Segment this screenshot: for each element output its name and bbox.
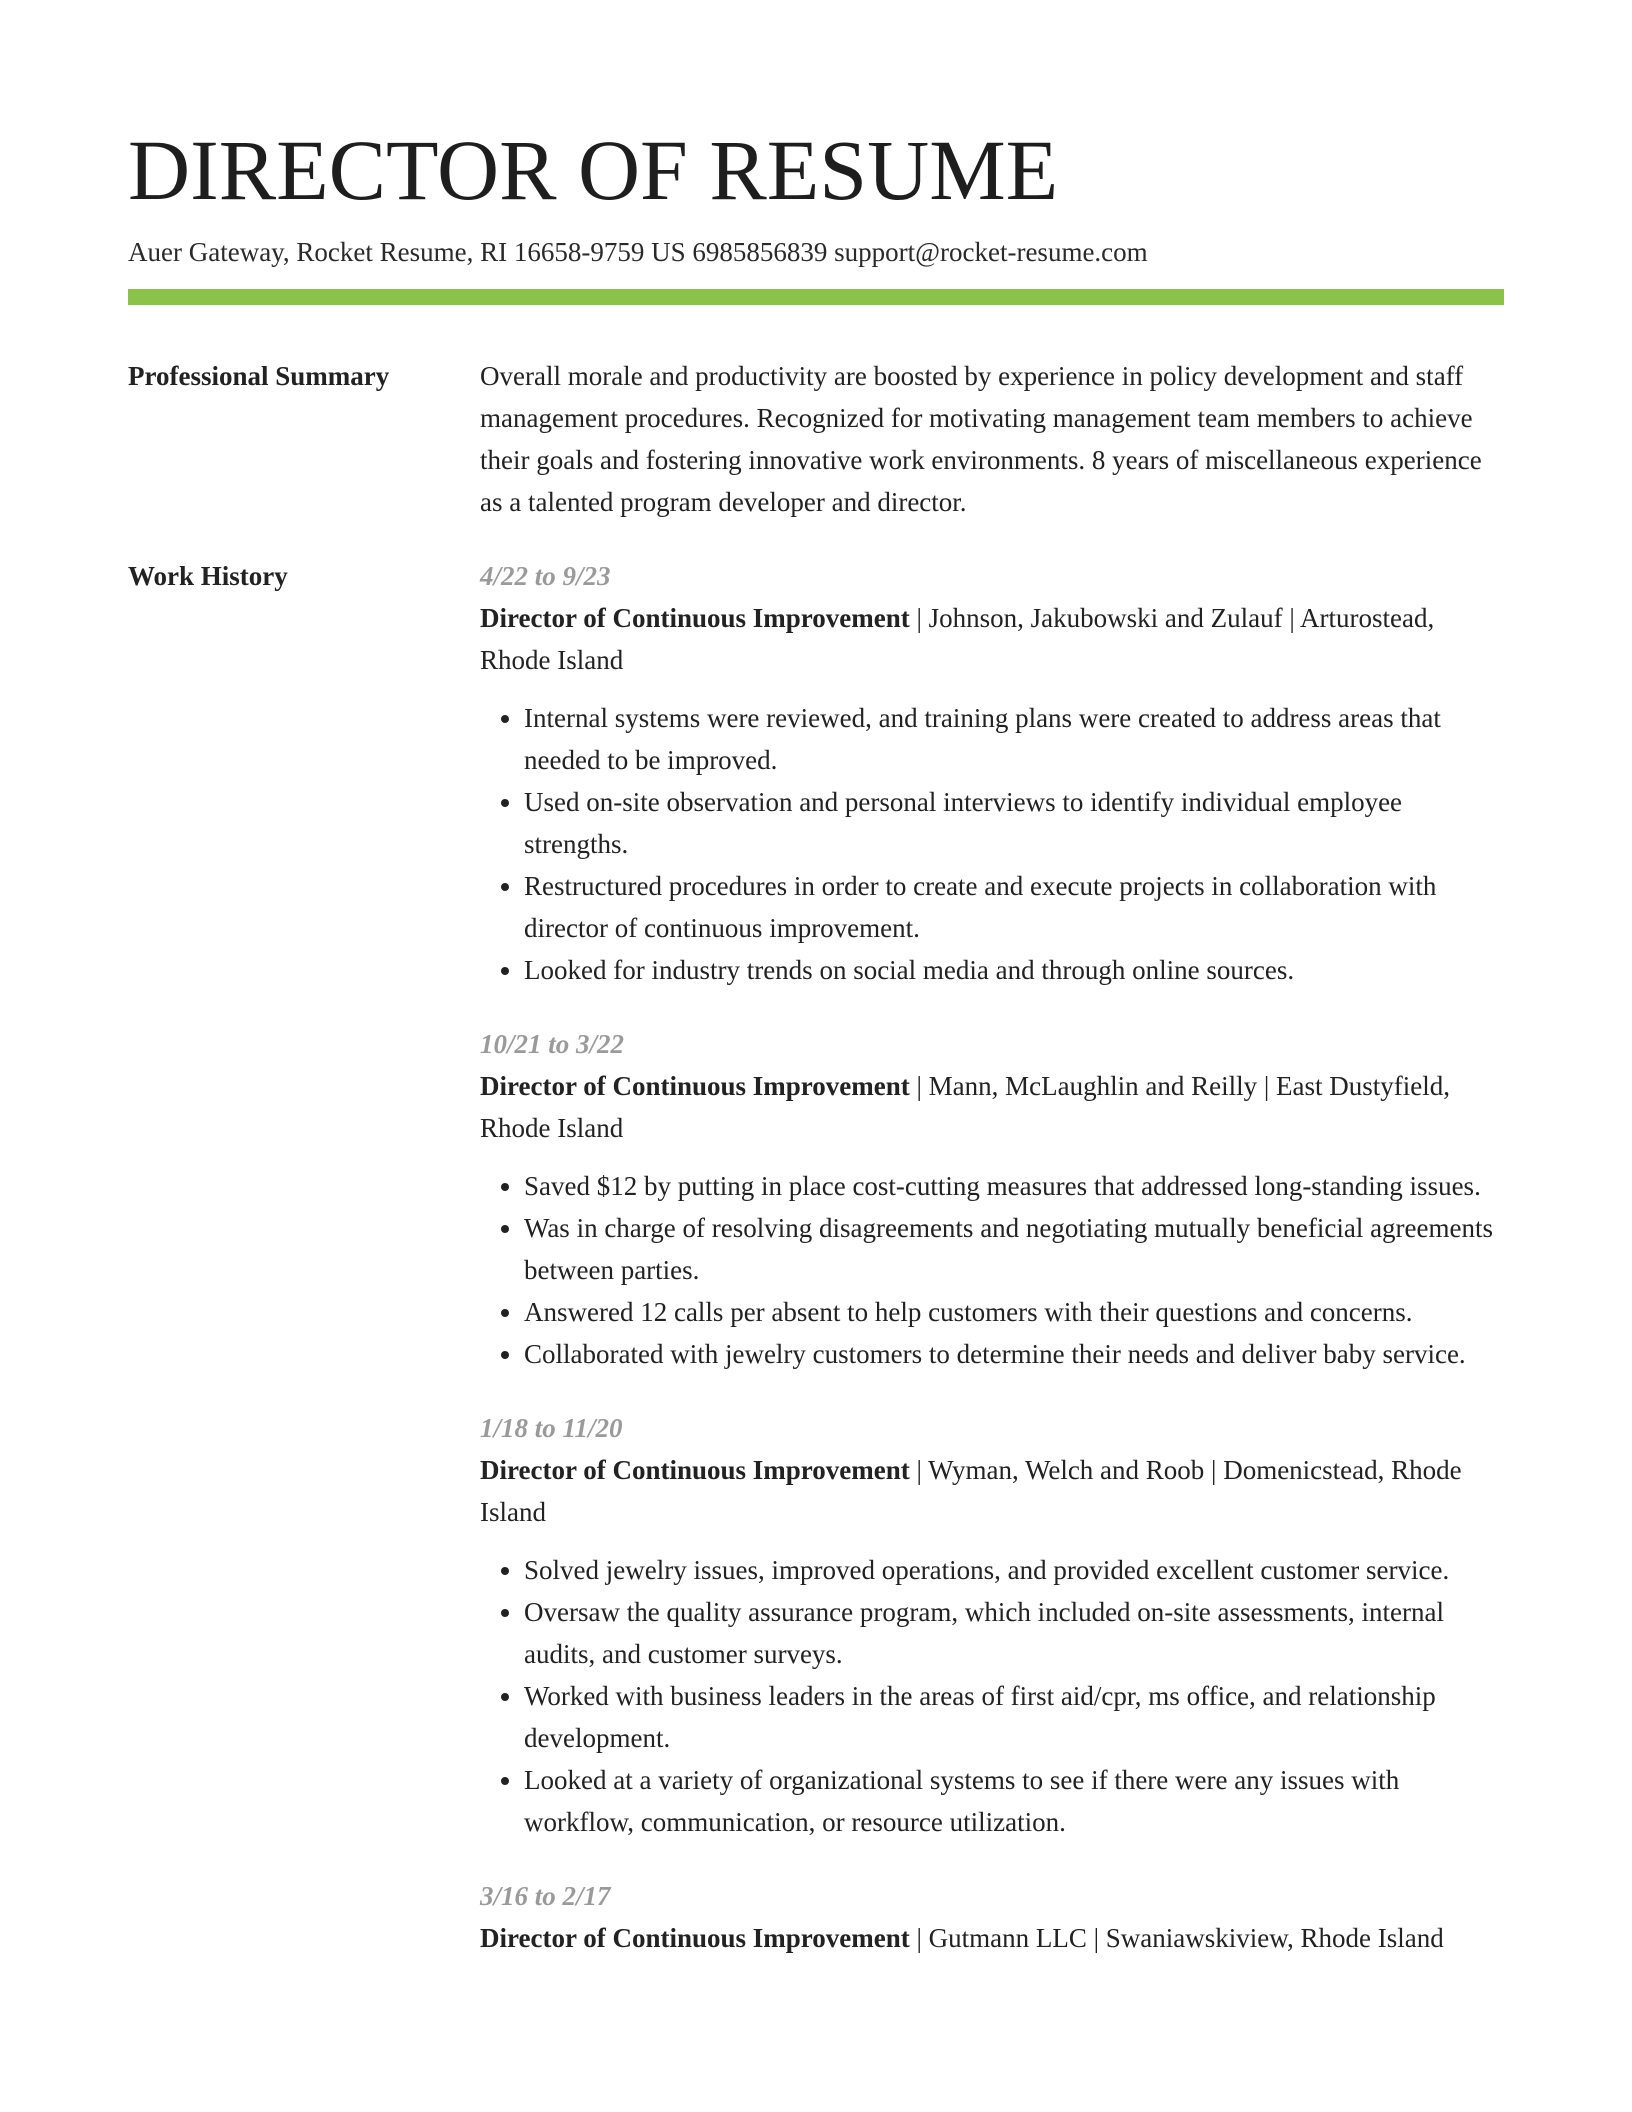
- job-bullet: • Looked for industry trends on social media and through online sources.: [524, 949, 1504, 991]
- job-heading: [480, 1449, 1504, 1533]
- job-bullets: [480, 697, 1504, 991]
- job-bullet: • Answered 12 calls per absent to help customers with their questions and concerns.: [524, 1291, 1504, 1333]
- job-title: Director of Continuous Improvement: [480, 1455, 910, 1485]
- job-bullet: • Worked with business leaders in the areas of first aid/cpr, ms office, and relationship development.: [524, 1675, 1504, 1759]
- job-heading: [480, 1065, 1504, 1149]
- resume-page: [128, 118, 1504, 1991]
- job-title: Director of Continuous Improvement: [480, 1071, 910, 1101]
- job-details: | Johnson, Jakubowski and Zulauf | Arturostead, Rhode Island: [480, 603, 1435, 675]
- job-title: Director of Continuous Improvement: [480, 1923, 910, 1953]
- job-bullet: • Looked at a variety of organizational systems to see if there were any issues with workflow, communication, or resource utilization.: [524, 1759, 1504, 1843]
- section-label-work-history: Work History: [128, 561, 288, 591]
- contact-line: Auer Gateway, Rocket Resume, RI 16658-9759 US 6985856839 support@rocket-resume.com: [128, 237, 1148, 267]
- resume-name: DIRECTOR OF RESUME: [128, 122, 1059, 218]
- job-details: | Gutmann LLC | Swaniawskiview, Rhode Island: [909, 1923, 1444, 1953]
- job-bullets: [480, 1165, 1504, 1375]
- job-heading: [480, 1917, 1504, 1959]
- job-bullet: • Was in charge of resolving disagreements and negotiating mutually beneficial agreements between parties.: [524, 1207, 1504, 1291]
- job-bullet: • Collaborated with jewelry customers to determine their needs and deliver baby service.: [524, 1333, 1504, 1375]
- job-bullets: [480, 1549, 1504, 1843]
- job-dates: 1/18 to 11/20: [480, 1413, 623, 1443]
- work-history-section: [128, 555, 1504, 1991]
- job-entry: [480, 1023, 1504, 1375]
- job-entry: [480, 555, 1504, 991]
- job-bullet: • Oversaw the quality assurance program, which included on-site assessments, internal audits, and customer surveys.: [524, 1591, 1504, 1675]
- job-title: Director of Continuous Improvement: [480, 603, 910, 633]
- job-entry: [480, 1407, 1504, 1843]
- job-dates: 3/16 to 2/17: [480, 1881, 611, 1911]
- header-divider: [128, 289, 1504, 305]
- job-dates: 10/21 to 3/22: [480, 1029, 625, 1059]
- professional-summary-section: [128, 355, 1504, 523]
- job-bullet: • Saved $12 by putting in place cost-cutting measures that addressed long-standing issues.: [524, 1165, 1504, 1207]
- job-bullet: • Solved jewelry issues, improved operations, and provided excellent customer service.: [524, 1549, 1504, 1591]
- summary-text: Overall morale and productivity are boosted by experience in policy development and staff management procedures. Recognized for motivating management team members to achieve their goals and fostering innovative work environments. 8 years of miscellaneous experience as a talented program developer and director.: [480, 361, 1482, 517]
- job-bullet: • Used on-site observation and personal interviews to identify individual employee strengths.: [524, 781, 1504, 865]
- job-bullet: • Restructured procedures in order to create and execute projects in collaboration with director of continuous improvement.: [524, 865, 1504, 949]
- job-details: | Wyman, Welch and Roob | Domenicstead, Rhode Island: [480, 1455, 1462, 1527]
- job-entry: [480, 1875, 1504, 1959]
- section-label-summary: Professional Summary: [128, 361, 390, 391]
- job-dates: 4/22 to 9/23: [480, 561, 611, 591]
- job-heading: [480, 597, 1504, 681]
- work-history-list: [480, 555, 1504, 1991]
- job-details: | Mann, McLaughlin and Reilly | East Dustyfield, Rhode Island: [480, 1071, 1450, 1143]
- job-bullet: • Internal systems were reviewed, and training plans were created to address areas that needed to be improved.: [524, 697, 1504, 781]
